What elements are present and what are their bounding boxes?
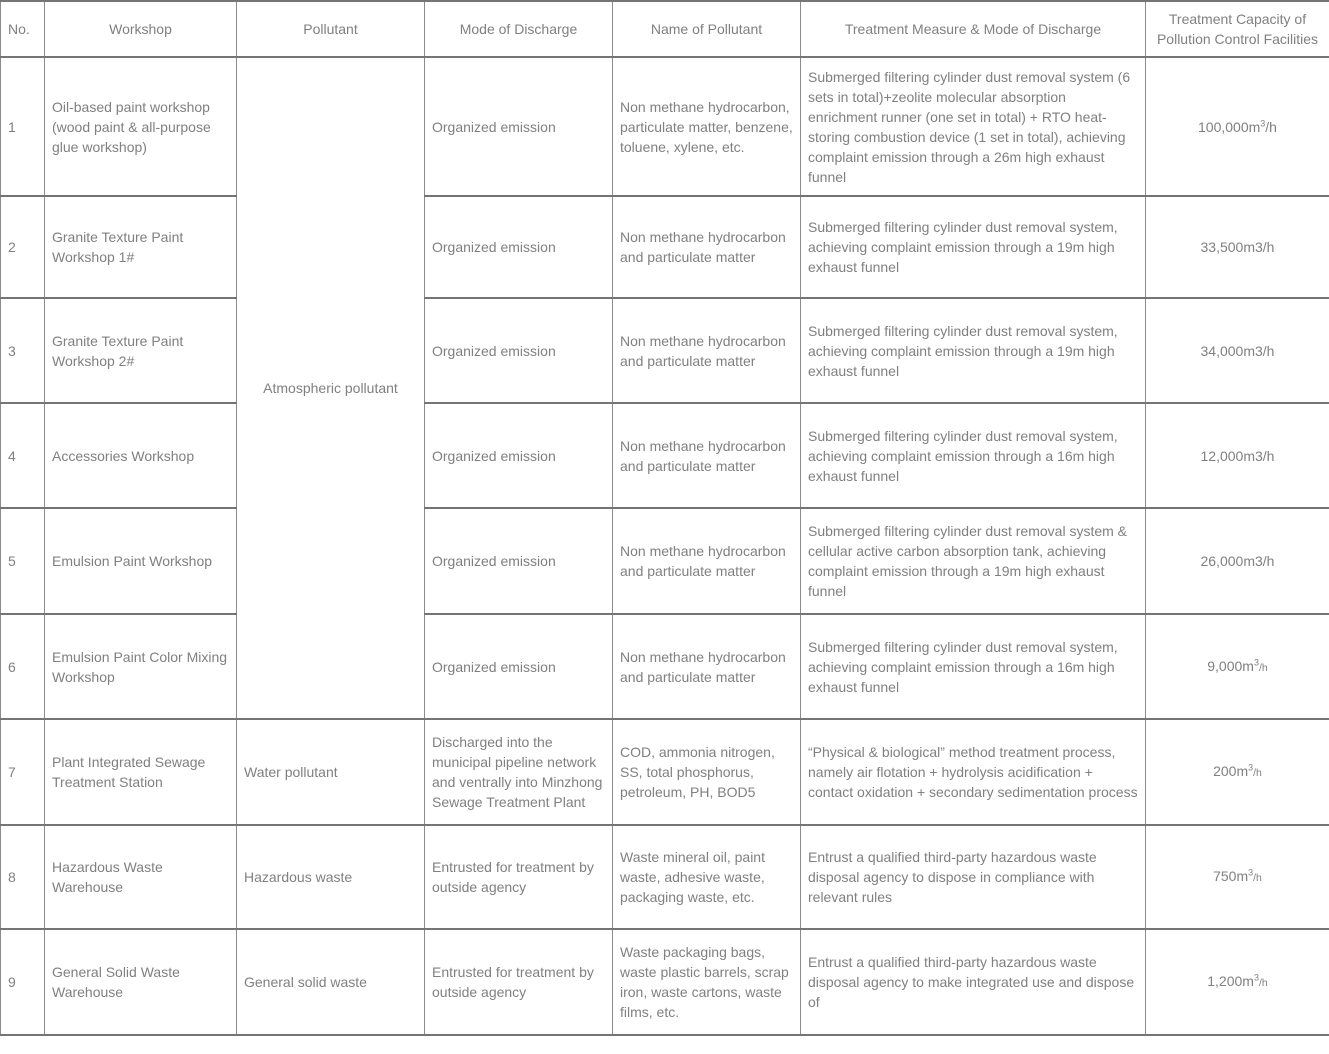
table-row [1, 57, 1329, 196]
capacity-value: 750m [1213, 868, 1249, 884]
pollutant-name-cell: Non methane hydrocarbon and particulate matter [613, 298, 801, 403]
row-number-cell: 1 [1, 57, 45, 196]
capacity-value: 12,000m3/h [1200, 447, 1275, 464]
capacity-value: 34,000m3/h [1200, 342, 1275, 359]
capacity-value: 200m [1213, 763, 1249, 779]
row-number-cell: 5 [1, 508, 45, 614]
column-header-treatment-capacity: Treatment Capacity of Pollution Control Facilities [1146, 1, 1329, 57]
capacity-cell [1146, 57, 1329, 196]
capacity-cell [1146, 719, 1329, 825]
row-number-cell: 4 [1, 403, 45, 508]
capacity-unit: /h [1265, 118, 1277, 135]
treatment-measure-cell: Submerged filtering cylinder dust removal system (6 sets in total)+zeolite molecular absorption enrichment runner (one set in total) + RTO heat-storing combustion device (1 set in total), achieving complaint emission through a 26m high exhaust funnel [801, 57, 1146, 196]
pollutant-name-cell: COD, ammonia nitrogen, SS, total phosphorus, petroleum, PH, BOD5 [613, 719, 801, 825]
capacity-cell [1146, 403, 1329, 508]
capacity-exponent: 3 [1248, 867, 1254, 878]
mode-of-discharge-cell: Organized emission [425, 614, 613, 719]
treatment-measure-cell: “Physical & biological” method treatment process, namely air flotation + hydrolysis acidification + contact oxidation + secondary sedimentation process [801, 719, 1146, 825]
column-header-treatment-measure: Treatment Measure & Mode of Discharge [801, 1, 1146, 57]
workshop-cell: Emulsion Paint Workshop [45, 508, 237, 614]
mode-of-discharge-cell: Entrusted for treatment by outside agency [425, 929, 613, 1035]
mode-of-discharge-cell: Discharged into the municipal pipeline network and ventrally into Minzhong Sewage Treatment Plant [425, 719, 613, 825]
pollutant-name-cell: Non methane hydrocarbon and particulate matter [613, 196, 801, 298]
table-row [1, 614, 1329, 719]
workshop-cell: Granite Texture Paint Workshop 1# [45, 196, 237, 298]
pollutant-name-cell: Waste mineral oil, paint waste, adhesive waste, packaging waste, etc. [613, 825, 801, 929]
column-header-pollutant: Pollutant [237, 1, 425, 57]
column-header-workshop: Workshop [45, 1, 237, 57]
capacity-exponent: 3 [1260, 117, 1266, 128]
row-number-cell: 9 [1, 929, 45, 1035]
column-header-no: No. [1, 1, 45, 57]
capacity-exponent: 3 [1253, 972, 1259, 983]
pollutant-cell: Hazardous waste [237, 825, 425, 929]
table-row [1, 825, 1329, 929]
treatment-measure-cell: Submerged filtering cylinder dust removal system, achieving complaint emission through a 16m high exhaust funnel [801, 614, 1146, 719]
mode-of-discharge-cell: Organized emission [425, 196, 613, 298]
table-row [1, 929, 1329, 1035]
header-row [1, 1, 1329, 57]
workshop-cell: Hazardous Waste Warehouse [45, 825, 237, 929]
table-row [1, 403, 1329, 508]
table-row [1, 298, 1329, 403]
capacity-unit: /h [1258, 977, 1268, 989]
treatment-measure-cell: Submerged filtering cylinder dust removal system, achieving complaint emission through a 19m high exhaust funnel [801, 298, 1146, 403]
capacity-unit: /h [1253, 767, 1262, 779]
mode-of-discharge-cell: Organized emission [425, 298, 613, 403]
capacity-cell [1146, 825, 1329, 929]
capacity-value: 100,000m [1198, 118, 1261, 135]
workshop-cell: Oil-based paint workshop (wood paint & all-purpose glue workshop) [45, 57, 237, 196]
treatment-measure-cell: Submerged filtering cylinder dust removal system, achieving complaint emission through a 16m high exhaust funnel [801, 403, 1146, 508]
workshop-cell: Emulsion Paint Color Mixing Workshop [45, 614, 237, 719]
table-row [1, 508, 1329, 614]
capacity-value: 9,000m [1207, 657, 1254, 674]
treatment-measure-cell: Submerged filtering cylinder dust removal system & cellular active carbon absorption tank, achieving complaint emission through a 19m high exhaust funnel [801, 508, 1146, 614]
capacity-cell [1146, 196, 1329, 298]
mode-of-discharge-cell: Entrusted for treatment by outside agency [425, 825, 613, 929]
pollutant-cell: Atmospheric pollutant [237, 57, 425, 719]
capacity-cell [1146, 508, 1329, 614]
capacity-unit: /h [1253, 872, 1262, 884]
capacity-value: 1,200m [1207, 973, 1254, 989]
row-number-cell: 8 [1, 825, 45, 929]
pollutant-name-cell: Non methane hydrocarbon, particulate matter, benzene, toluene, xylene, etc. [613, 57, 801, 196]
capacity-exponent: 3 [1248, 762, 1254, 773]
row-number-cell: 2 [1, 196, 45, 298]
capacity-cell [1146, 614, 1329, 719]
treatment-measure-cell: Submerged filtering cylinder dust removal system, achieving complaint emission through a 19m high exhaust funnel [801, 196, 1146, 298]
mode-of-discharge-cell: Organized emission [425, 57, 613, 196]
table-row [1, 719, 1329, 825]
workshop-cell: Granite Texture Paint Workshop 2# [45, 298, 237, 403]
workshop-cell: General Solid Waste Warehouse [45, 929, 237, 1035]
pollutant-cell: Water pollutant [237, 719, 425, 825]
pollutant-name-cell: Non methane hydrocarbon and particulate matter [613, 403, 801, 508]
capacity-cell [1146, 929, 1329, 1035]
row-number-cell: 3 [1, 298, 45, 403]
mode-of-discharge-cell: Organized emission [425, 508, 613, 614]
pollutant-name-cell: Non methane hydrocarbon and particulate matter [613, 614, 801, 719]
mode-of-discharge-cell: Organized emission [425, 403, 613, 508]
treatment-measure-cell: Entrust a qualified third-party hazardous waste disposal agency to make integrated use and dispose of [801, 929, 1146, 1035]
column-header-name-of-pollutant: Name of Pollutant [613, 1, 801, 57]
pollutant-cell: General solid waste [237, 929, 425, 1035]
capacity-cell [1146, 298, 1329, 403]
capacity-value: 26,000m3/h [1200, 553, 1275, 569]
column-header-mode-of-discharge: Mode of Discharge [425, 1, 613, 57]
capacity-unit: /h [1258, 661, 1268, 674]
row-number-cell: 6 [1, 614, 45, 719]
pollutant-name-cell: Waste packaging bags, waste plastic barrels, scrap iron, waste cartons, waste films, etc. [613, 929, 801, 1035]
capacity-exponent: 3 [1253, 656, 1259, 667]
row-number-cell: 7 [1, 719, 45, 825]
capacity-value: 33,500m3/h [1200, 239, 1275, 255]
table-row [1, 196, 1329, 298]
workshop-cell: Plant Integrated Sewage Treatment Station [45, 719, 237, 825]
workshop-cell: Accessories Workshop [45, 403, 237, 508]
treatment-measure-cell: Entrust a qualified third-party hazardous waste disposal agency to dispose in compliance with relevant rules [801, 825, 1146, 929]
pollutant-name-cell: Non methane hydrocarbon and particulate matter [613, 508, 801, 614]
